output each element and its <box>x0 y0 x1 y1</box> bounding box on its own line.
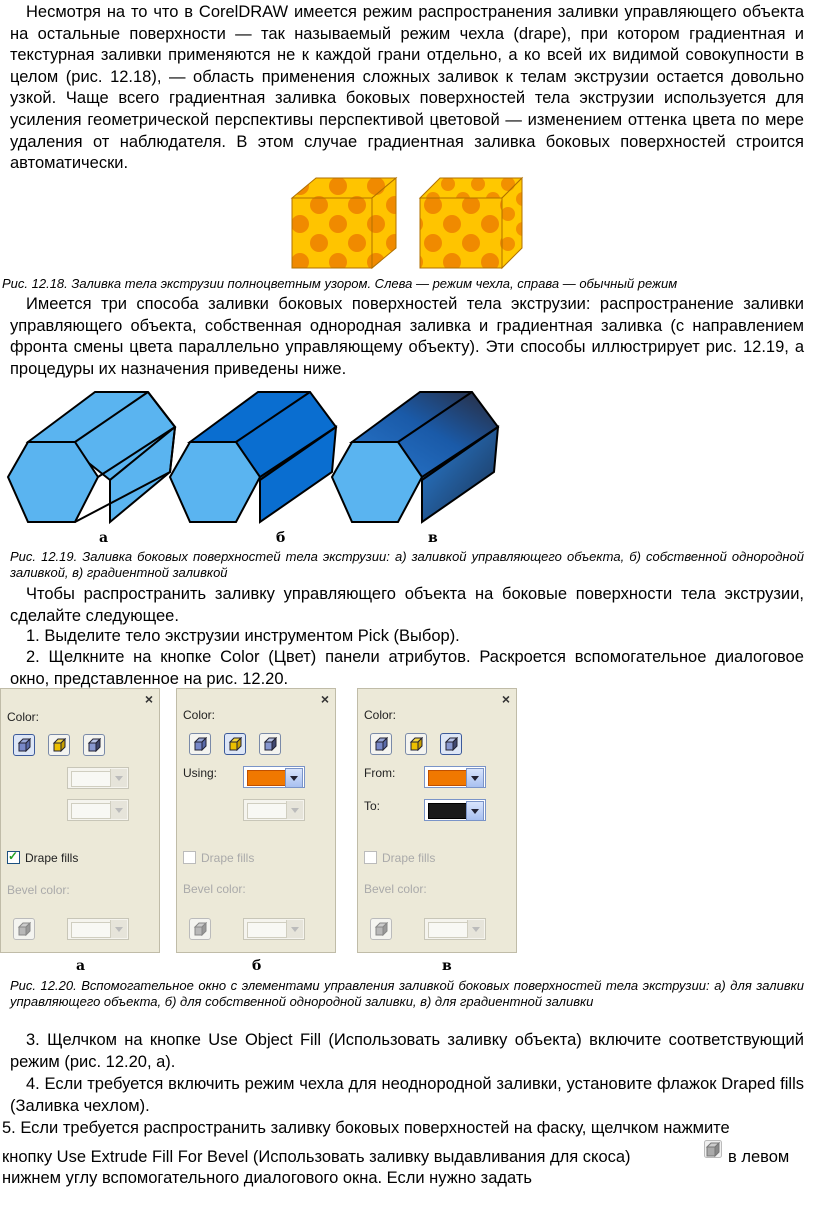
fig-12-19-label-a: а <box>99 530 109 546</box>
caption-fig-12-18: Рис. 12.18. Заливка тела экструзии полноцветным узором. Слева — режим чехла, справа — обычный режим <box>2 276 678 291</box>
color-label: Color: <box>7 710 40 724</box>
caption-fig-12-19: Рис. 12.19. Заливка боковых поверхностей тела экструзии: а) заливкой управляющего объекта, б) собственной однородной заливкой, в) градиентной заливкой <box>10 549 804 580</box>
use-extrude-fill-for-bevel-button[interactable] <box>370 918 392 940</box>
use-extrude-fill-for-bevel-button[interactable] <box>13 918 35 940</box>
use-object-fill-button[interactable] <box>370 733 392 755</box>
drape-fills-checkbox[interactable] <box>183 851 196 864</box>
color-label: Color: <box>183 708 216 722</box>
bevel-color-label: Bevel color: <box>7 883 70 897</box>
drape-fills-label: Drape fills <box>25 851 79 865</box>
from-label: From: <box>364 766 396 780</box>
use-solid-color-button[interactable] <box>224 733 246 755</box>
close-icon[interactable]: × <box>501 691 510 707</box>
step-4: 4. Если требуется включить режим чехла для неоднородной заливки, установите флажок Draped fills (Заливка чехлом). <box>10 1075 804 1115</box>
drape-fills-label: Drape fills <box>382 851 436 865</box>
use-extrude-fill-for-bevel-button[interactable] <box>189 918 211 940</box>
use-color-shading-button[interactable] <box>440 733 462 755</box>
color-label: Color: <box>364 708 397 722</box>
from-color-combo[interactable] <box>424 766 486 788</box>
close-icon[interactable]: × <box>320 691 329 707</box>
cube-drape <box>292 178 396 268</box>
use-color-shading-button[interactable] <box>83 734 105 756</box>
to-color-combo[interactable] <box>424 799 486 821</box>
dialog-panel-b <box>176 688 336 953</box>
color-combo-1[interactable] <box>67 767 129 789</box>
paragraph-intro: Несмотря на то что в CorelDRAW имеется режим распространения заливки управляющего объекта на остальные поверхности — так называемый режим чехла (drape), при котором градиентная и текстурная заливки применяются не к каждой грани отдельно, а ко всей их видимой совокупности в целом (рис. 12.18), — область применения сложных заливок к телам экструзии остается довольно узкой. Чаще всего градиентная заливка боковых поверхностей тела экструзии используется для усиления геометрической перспективы перспективой цветовой — изменением оттенка цвета по мере удаления от наблюдателя. В этом случае градиентная заливка боковых поверхностей строится автоматически. <box>10 3 804 173</box>
prism-v <box>332 392 498 522</box>
bevel-color-label: Bevel color: <box>364 882 427 896</box>
drape-fills-checkbox[interactable] <box>7 851 20 864</box>
close-icon[interactable]: × <box>144 691 153 707</box>
bevel-color-combo[interactable] <box>424 918 486 940</box>
step-5-line-3: нижнем углу вспомогательного диалогового окна. Если нужно задать <box>2 1169 532 1187</box>
figure-12-19 <box>0 382 500 532</box>
fig-12-19-label-b: б <box>276 530 286 546</box>
drape-fills-label: Drape fills <box>201 851 255 865</box>
prism-a <box>8 392 175 522</box>
step-1: 1. Выделите тело экструзии инструментом Pick (Выбор). <box>26 627 460 645</box>
color-combo-2[interactable] <box>243 799 305 821</box>
step-5-line-2: кнопку Use Extrude Fill For Bevel (Использовать заливку выдавливания для скоса) <box>2 1148 631 1166</box>
dialog-panel-v <box>357 688 517 953</box>
fig-12-20-label-v: в <box>442 958 452 974</box>
step-2: 2. Щелкните на кнопке Color (Цвет) панели атрибутов. Раскроется вспомогательное диалоговое окно, представленное на рис. 12.20. <box>10 648 804 688</box>
step-5-line-1: 5. Если требуется распространить заливку боковых поверхностей на фаску, щелчком нажмите <box>2 1119 730 1137</box>
paragraph-fill-methods: Имеется три способа заливки боковых поверхностей тела экструзии: распространение заливки управляющего объекта, собственная однородная заливка и градиентная заливка (с направлением фронта смены цвета параллельно управляющему объекту). Эти способы иллюстрирует рис. 12.19, а процедуры их назначения приведены ниже. <box>10 295 804 378</box>
dialog-panel-a <box>0 688 160 953</box>
paragraph-drape-intro: Чтобы распространить заливку управляющего объекта на боковые поверхности тела экструзии, сделайте следующее. <box>10 585 804 625</box>
bevel-color-combo[interactable] <box>67 918 129 940</box>
bevel-color-combo[interactable] <box>243 918 305 940</box>
prism-b <box>170 392 336 522</box>
figure-12-18 <box>290 176 530 271</box>
fig-12-19-label-v: в <box>428 530 438 546</box>
use-object-fill-button[interactable] <box>13 734 35 756</box>
using-color-combo[interactable] <box>243 766 305 788</box>
cube-normal <box>420 178 522 268</box>
use-color-shading-button[interactable] <box>259 733 281 755</box>
bevel-color-label: Bevel color: <box>183 882 246 896</box>
extrude-fill-bevel-icon <box>704 1140 724 1160</box>
fig-12-20-label-b: б <box>252 958 262 974</box>
to-label: To: <box>364 799 381 813</box>
use-solid-color-button[interactable] <box>48 734 70 756</box>
use-object-fill-button[interactable] <box>189 733 211 755</box>
use-solid-color-button[interactable] <box>405 733 427 755</box>
step-5-line-2-end: в левом <box>728 1148 790 1166</box>
drape-fills-checkbox[interactable] <box>364 851 377 864</box>
fig-12-20-label-a: а <box>76 958 86 974</box>
caption-fig-12-20: Рис. 12.20. Вспомогательное окно с элементами управления заливкой боковых поверхностей тела экструзии: а) для заливки управляющего объекта, б) для собственной однородной заливки, в) для градиентной заливки <box>10 978 804 1009</box>
step-3: 3. Щелчком на кнопке Use Object Fill (Использовать заливку объекта) включите соответствующий режим (рис. 12.20, а). <box>10 1031 804 1071</box>
using-label: Using: <box>183 766 218 780</box>
color-combo-2[interactable] <box>67 799 129 821</box>
